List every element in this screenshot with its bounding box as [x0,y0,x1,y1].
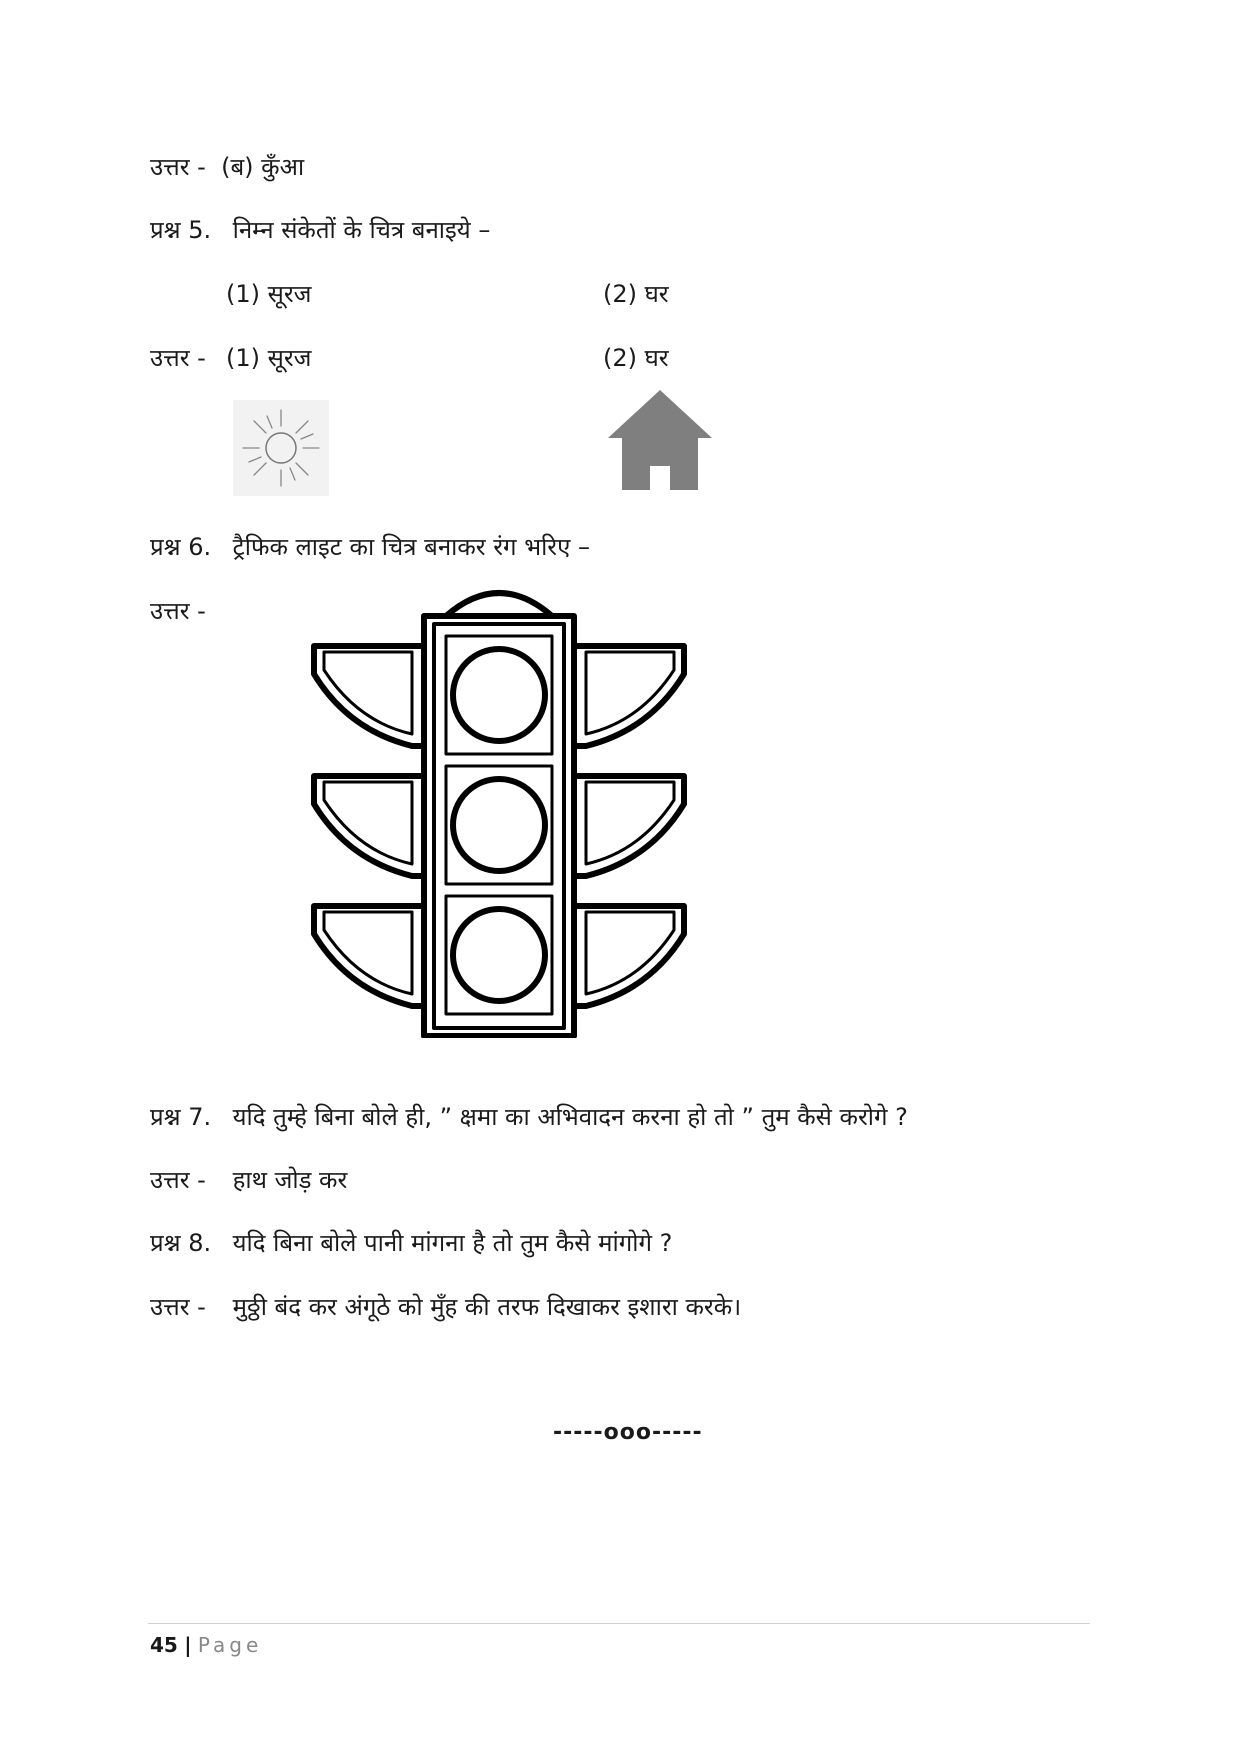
question-text: यदि तुम्हे बिना बोले ही, ” क्षमा का अभिवादन करना हो तो ” तुम कैसे करोगे ? [232,1103,908,1131]
answer-label: उत्तर - [150,1166,206,1194]
answer-4 [150,150,304,184]
q6-answer-label: उत्तर - [150,597,206,625]
question-text: यदि बिना बोले पानी मांगना है तो तुम कैसे मांगोगे ? [232,1229,673,1257]
house-icon [608,390,712,490]
answer-label: उत्तर - [150,1293,206,1321]
q5-item-1: (1) सूरज [226,280,312,308]
footer-separator: | [184,1633,192,1657]
answer-text: (ब) कुँआ [221,153,305,181]
answer-text: हाथ जोड़ कर [232,1166,348,1194]
question-text: ट्रैफिक लाइट का चित्र बनाकर रंग भरिए – [232,533,591,561]
question-label: प्रश्न 6. [150,533,212,561]
footer-rule [148,1623,1090,1624]
q5-answer-item-2: (2) घर [603,344,669,372]
question-label: प्रश्न 8. [150,1229,212,1257]
page-number: 45 [150,1633,178,1657]
traffic-light-icon [308,582,690,1038]
question-5 [150,213,490,247]
question-7 [150,1100,908,1134]
q5-answer-item-1: (1) सूरज [226,344,312,372]
sun-icon [233,400,329,496]
answer-8 [150,1290,741,1324]
answer-text: मुठ्ठी बंद कर अंगूठे को मुँह की तरफ दिखाकर इशारा करके। [232,1293,742,1321]
answer-7 [150,1163,347,1197]
q5-answer-label: उत्तर - [150,344,206,372]
question-text: निम्न संकेतों के चित्र बनाइये – [232,216,491,244]
question-6 [150,530,590,564]
question-label: प्रश्न 5. [150,216,212,244]
page-label: Page [197,1633,263,1657]
answer-label: उत्तर - [150,153,206,181]
page-footer [150,1630,262,1660]
section-divider: -----ooo----- [553,1420,703,1445]
question-8 [150,1226,672,1260]
question-label: प्रश्न 7. [150,1103,212,1131]
q5-item-2: (2) घर [603,280,669,308]
